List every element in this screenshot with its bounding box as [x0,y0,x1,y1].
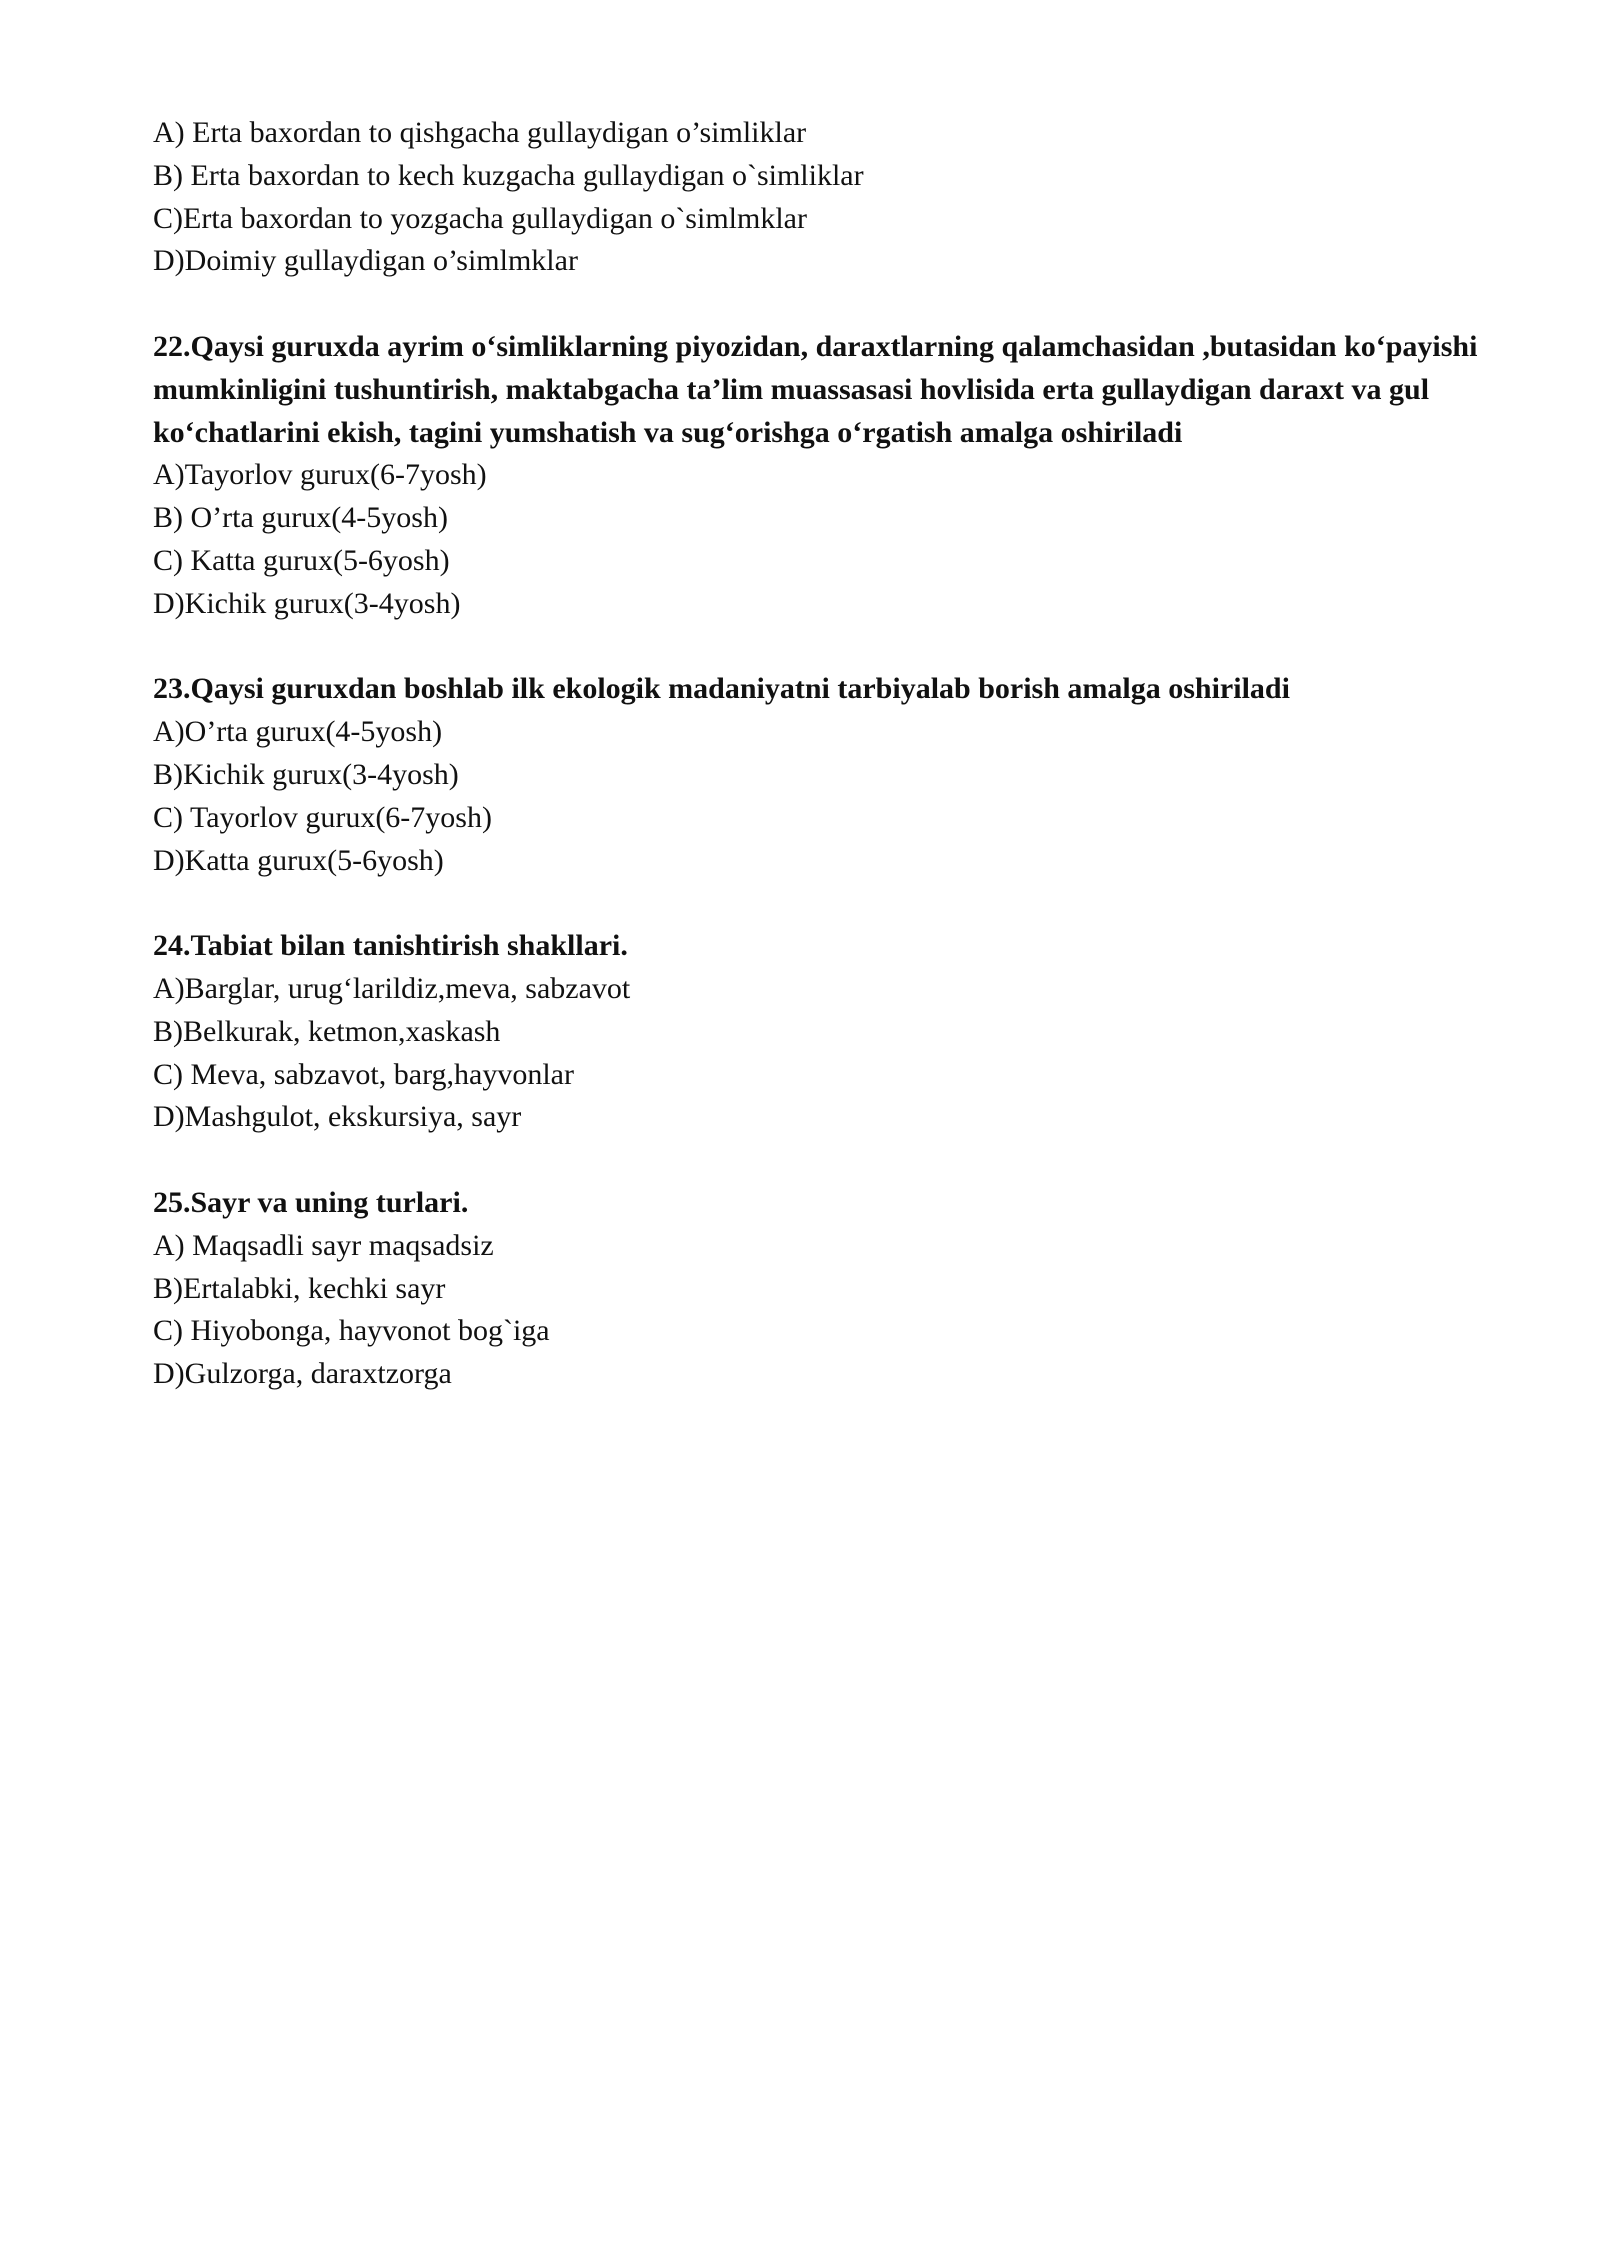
question-24 [153,925,1493,1139]
option-a: A)Barglar, urug‘larildiz,meva, sabzavot [153,971,631,1005]
question-options [153,711,1493,882]
question-options [153,1225,1493,1396]
option-a: A) Erta baxordan to qishgacha gullaydigan o’simliklar [153,116,807,149]
document-content [153,112,1493,1396]
option-b: B)Kichik gurux(3-4yosh) [153,757,459,791]
option-c: C) Hiyobonga, hayvonot bog`iga [153,1314,550,1348]
question-21-options [153,112,1493,283]
question-22 [153,326,1493,626]
option-c: C) Katta gurux(5-6yosh) [153,543,450,577]
option-b: B)Ertalabki, kechki sayr [153,1271,446,1305]
question-options [153,454,1493,625]
option-d: D)Gulzorga, daraxtzorga [153,1357,452,1391]
question-text: 24.Tabiat bilan tanishtirish shakllari. [153,929,628,963]
option-b: B) Erta baxordan to kech kuzgacha gullaydigan o`simliklar [153,158,864,192]
question-23 [153,668,1493,882]
option-c: C)Erta baxordan to yozgacha gullaydigan o`simlmklar [153,201,807,235]
question-25 [153,1182,1493,1396]
option-d: D)Kichik gurux(3-4yosh) [153,586,461,620]
option-d: D)Mashgulot, ekskursiya, sayr [153,1100,522,1134]
option-c: C) Tayorlov gurux(6-7yosh) [153,800,492,834]
question-text: 25.Sayr va uning turlari. [153,1185,469,1219]
option-b: B) O’rta gurux(4-5yosh) [153,501,448,535]
question-text: 22.Qaysi guruxda ayrim o‘simliklarning piyozidan, daraxtlarning qalamchasidan ,butasidan ko‘payishi mumkinligini tushuntirish, maktabgacha ta’lim muassasasi hovlisida erta gullaydigan daraxt va gul ko‘chatlarini ekish, tagini yumshatish va sug‘orishga o‘rgatish amalga oshiriladi [153,329,1478,449]
option-a: A)O’rta gurux(4-5yosh) [153,715,443,749]
option-a: A) Maqsadli sayr maqsadsiz [153,1228,494,1262]
option-d: D)Doimiy gullaydigan o’simlmklar [153,244,578,278]
question-options [153,968,1493,1139]
option-c: C) Meva, sabzavot, barg,hayvonlar [153,1057,574,1091]
question-text: 23.Qaysi guruxdan boshlab ilk ekologik madaniyatni tarbiyalab borish amalga oshiriladi [153,672,1290,706]
option-b: B)Belkurak, ketmon,xaskash [153,1014,501,1048]
option-a: A)Tayorlov gurux(6-7yosh) [153,458,487,492]
option-d: D)Katta gurux(5-6yosh) [153,843,444,877]
